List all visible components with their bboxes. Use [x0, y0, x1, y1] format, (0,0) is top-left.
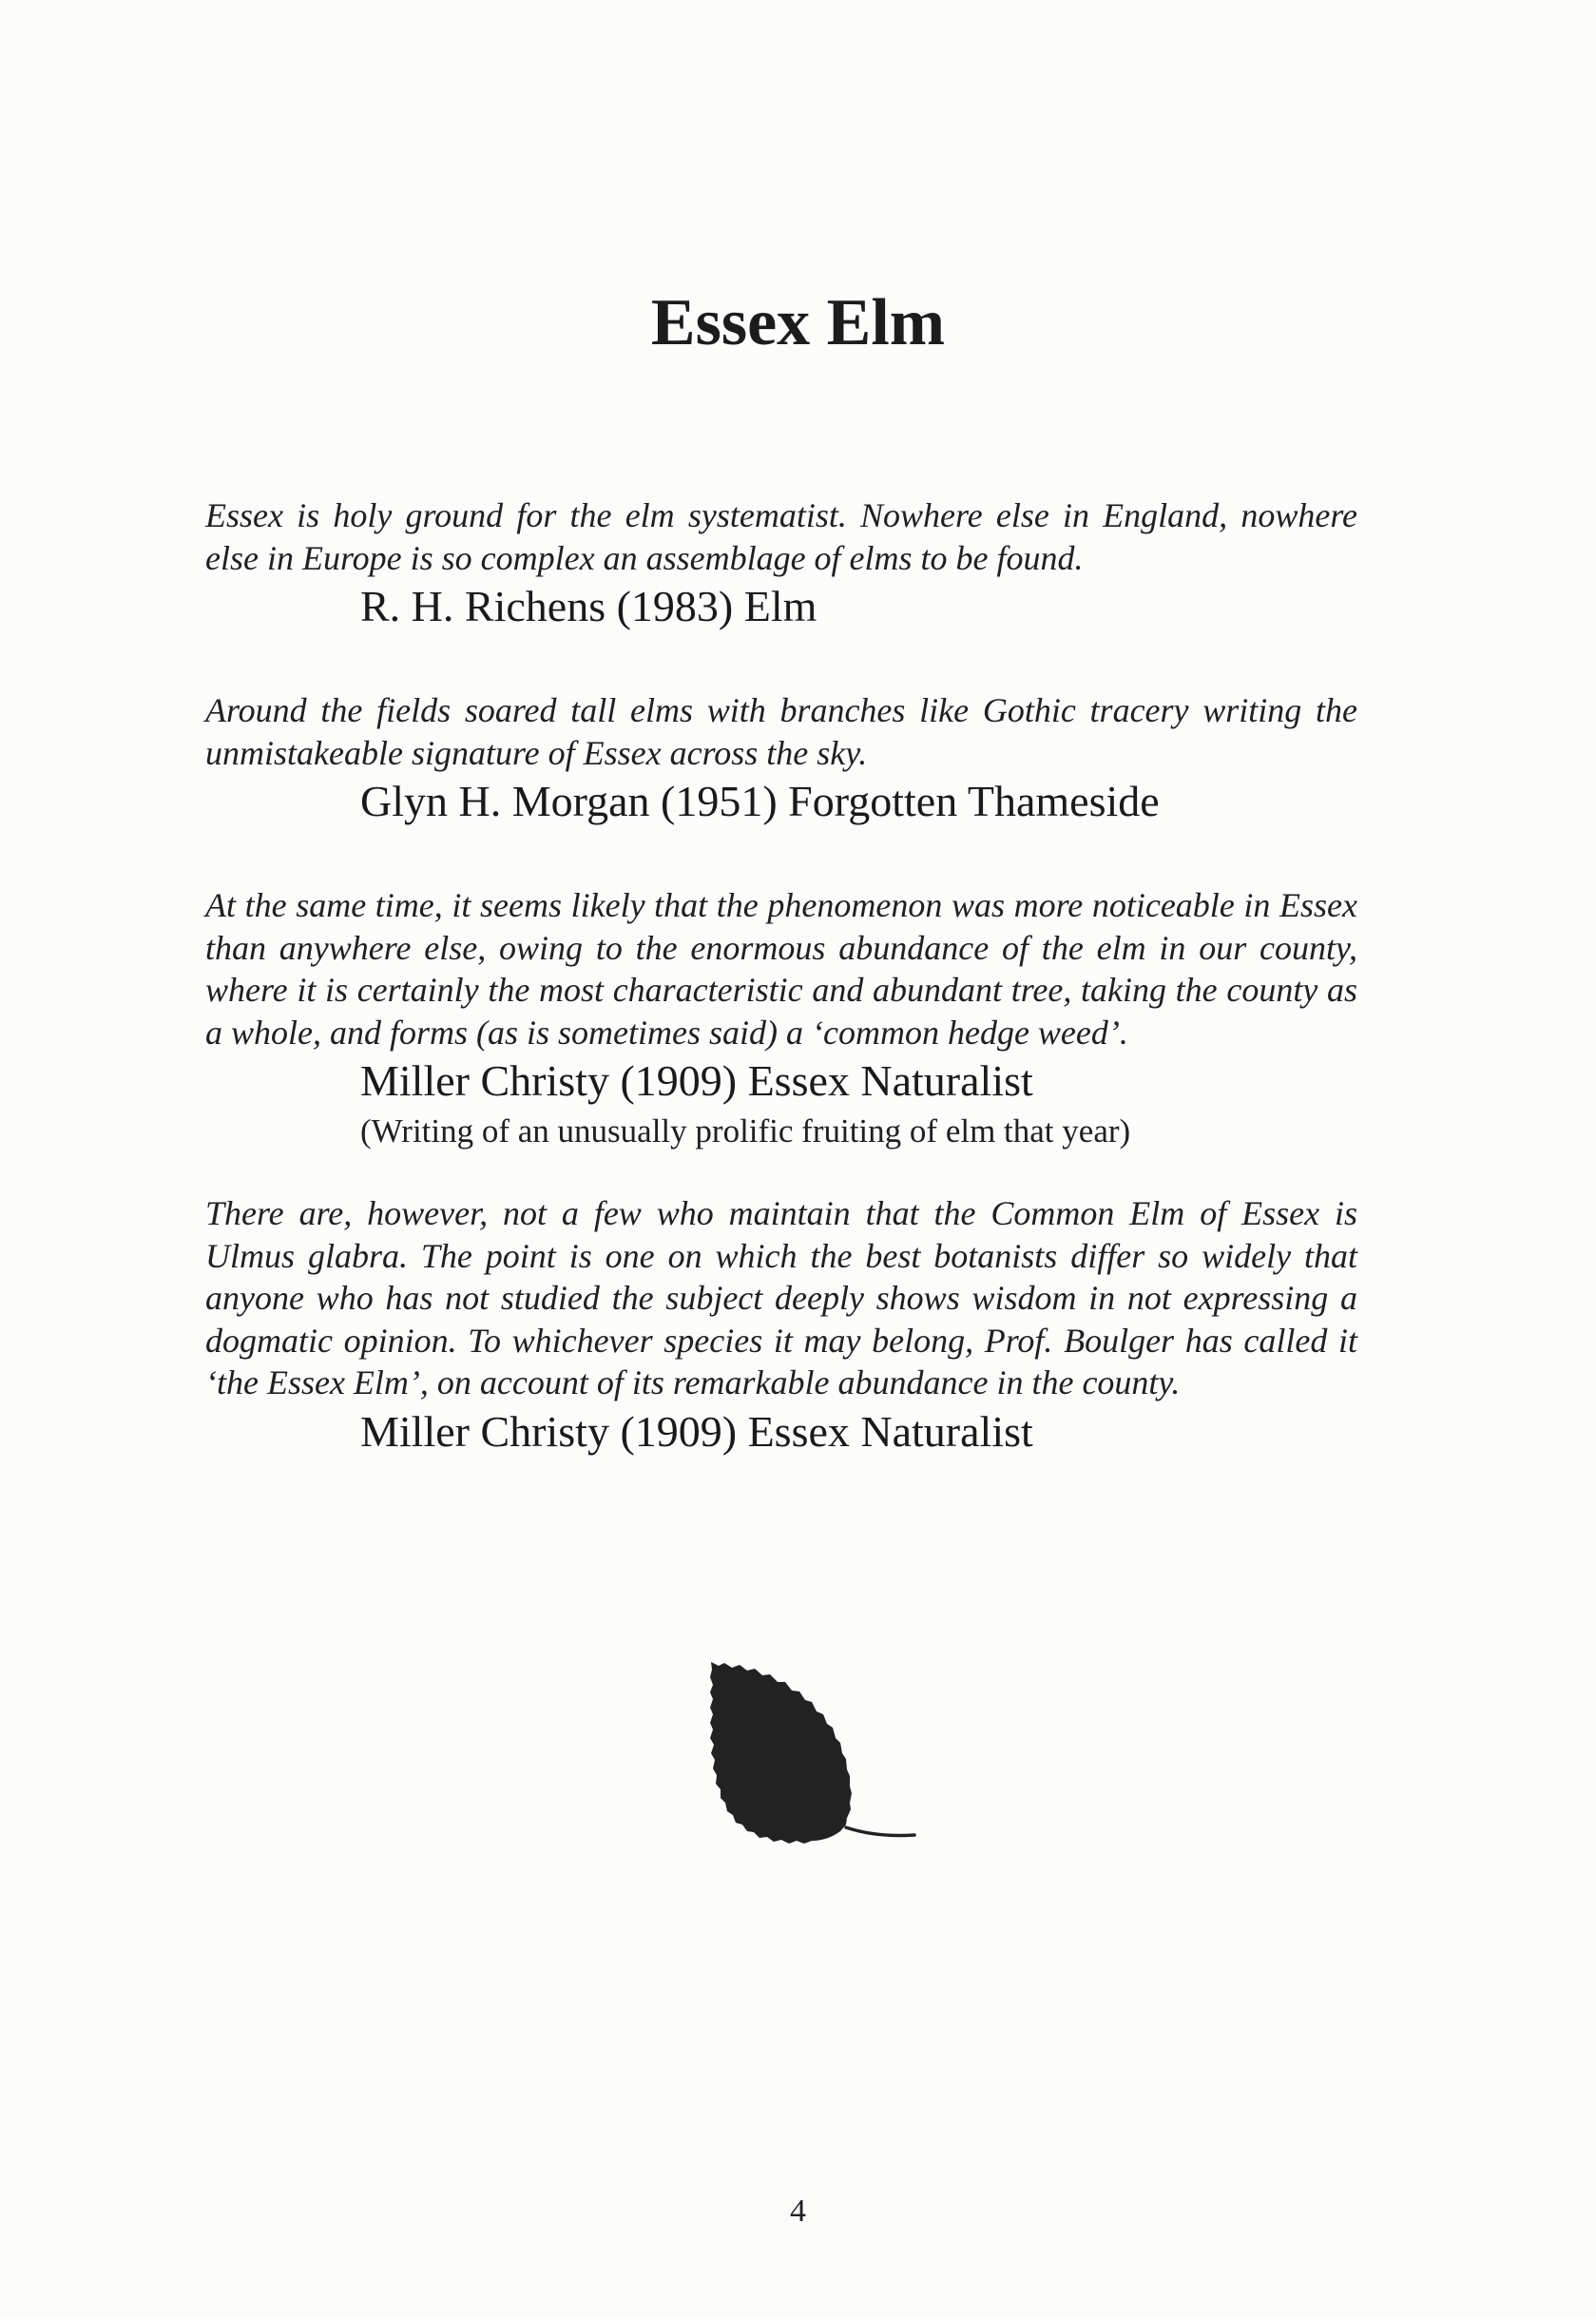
quote-attribution: R. H. Richens (1983) Elm: [360, 582, 817, 630]
quote-text: At the same time, it seems likely that the phenomenon was more noticeable in Essex than anywhere else, owing to the enormous abundance of the elm in our county, where it is certainly the most characteristic and abundant tree, taking the county as a whole, and forms (as is sometimes said) a ‘common hedge weed’.: [205, 886, 1357, 1052]
quote-attribution-note: (Writing of an unusually prolific fruiting of elm that year): [360, 1112, 1131, 1150]
quote-attribution: Miller Christy (1909) Essex Naturalist: [360, 1406, 1033, 1456]
page-number: 4: [790, 2193, 806, 2229]
quote-block-christy-glabra: [205, 1192, 1357, 1458]
page-title: Essex Elm: [650, 286, 946, 359]
quote-attribution: Miller Christy (1909) Essex Naturalist: [360, 1056, 1033, 1105]
quote-attribution: Glyn H. Morgan (1951) Forgotten Thameside: [360, 777, 1160, 825]
quote-text: There are, however, not a few who maintain that the Common Elm of Essex is Ulmus glabra. The point is one on which the best botanists differ so widely that anyone who has not studied the subject deeply shows wisdom in not expressing a dogmatic opinion. To whichever species it may belong, Prof. Boulger has called it ‘the Essex Elm’, on account of its remarkable abundance in the county.: [205, 1194, 1357, 1401]
quote-block-christy-fruiting: [205, 884, 1357, 1152]
quote-text: Essex is holy ground for the elm systematist. Nowhere else in England, nowhere else in Europe is so complex an assemblage of elms to be found.: [205, 496, 1357, 577]
quote-text: Around the fields soared tall elms with branches like Gothic tracery writing the unmistakeable signature of Essex across the sky.: [205, 691, 1357, 772]
quote-block-morgan: [205, 689, 1357, 827]
elm-leaf-icon: [703, 1654, 932, 1864]
quote-block-richens: [205, 494, 1357, 632]
